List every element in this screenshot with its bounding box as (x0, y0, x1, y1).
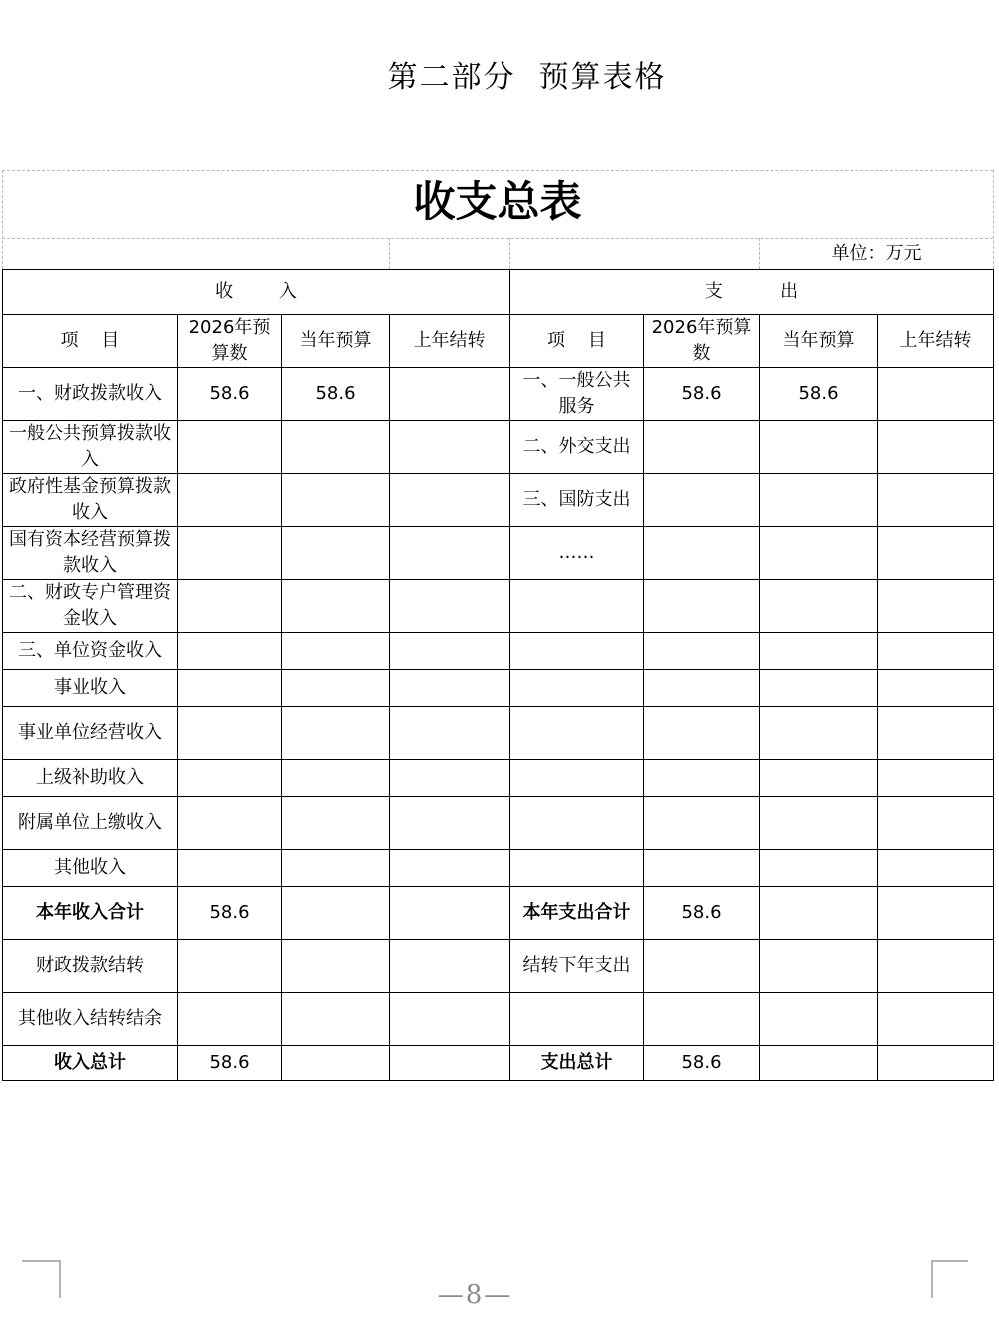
expense-budget-value (644, 474, 760, 527)
income-budget-value (178, 580, 282, 633)
part-title: 第二部分 预算表格 (387, 60, 667, 95)
expense-item: 三、国防支出 (510, 474, 644, 527)
expense-budget-value: 58.6 (644, 368, 760, 421)
income-carryover-header: 上年结转 (390, 315, 510, 368)
table-title: 收支总表 (413, 177, 582, 226)
expense-carryover-value (878, 1046, 994, 1081)
expense-carryover-value (878, 940, 994, 993)
table-row (3, 850, 994, 887)
expense-item (510, 850, 644, 887)
expense-item (510, 993, 644, 1046)
expense-budget-value (644, 707, 760, 760)
expense-carryover-value (878, 993, 994, 1046)
income-budget-value (178, 670, 282, 707)
income-current-value (282, 421, 390, 474)
income-current-value (282, 474, 390, 527)
income-budget-value (178, 993, 282, 1046)
expense-carryover-value (878, 474, 994, 527)
expense-carryover-value (878, 850, 994, 887)
expense-carryover-header: 上年结转 (878, 315, 994, 368)
income-item: 其他收入 (3, 850, 178, 887)
income-budget-value: 58.6 (178, 887, 282, 940)
expense-budget-value (644, 760, 760, 797)
income-current-value: 58.6 (282, 368, 390, 421)
income-item: 国有资本经营预算拨款收入 (3, 527, 178, 580)
unit-row-divider (389, 238, 390, 269)
income-current-value (282, 670, 390, 707)
income-item: 附属单位上缴收入 (3, 797, 178, 850)
expense-item: 一、一般公共服务 (510, 368, 644, 421)
income-current-value (282, 1046, 390, 1081)
expense-item (510, 760, 644, 797)
income-budget-value (178, 850, 282, 887)
expense-current-value (760, 633, 878, 670)
title-frame-middle (2, 238, 993, 239)
unit-row-divider (509, 238, 510, 269)
table-row (3, 474, 994, 527)
expense-current-value (760, 527, 878, 580)
expense-item-header: 项 目 (510, 315, 644, 368)
title-frame-top (2, 170, 993, 171)
expense-budget-value: 58.6 (644, 887, 760, 940)
table-row (3, 760, 994, 797)
expense-current-value (760, 1046, 878, 1081)
income-current-value (282, 993, 390, 1046)
income-item: 财政拨款结转 (3, 940, 178, 993)
expense-item: 二、外交支出 (510, 421, 644, 474)
income-budget-value (178, 633, 282, 670)
expense-section-header: 支 出 (510, 270, 994, 315)
crop-mark-left (22, 1260, 62, 1300)
table-row (3, 368, 994, 421)
income-budget-value (178, 940, 282, 993)
income-current-value (282, 633, 390, 670)
table-row (3, 1046, 994, 1081)
income-current-value (282, 940, 390, 993)
table-row (3, 887, 994, 940)
income-total-item: 本年收入合计 (3, 887, 178, 940)
income-carryover-value (390, 993, 510, 1046)
expense-current-value (760, 760, 878, 797)
income-item-header: 项 目 (3, 315, 178, 368)
expense-current-value: 58.6 (760, 368, 878, 421)
income-item: 事业收入 (3, 670, 178, 707)
expense-item: …… (510, 527, 644, 580)
table-row (3, 707, 994, 760)
income-budget-header: 2026年预算数 (178, 315, 282, 368)
table-row (3, 940, 994, 993)
expense-current-year-header: 当年预算 (760, 315, 878, 368)
income-current-value (282, 887, 390, 940)
expense-budget-value (644, 797, 760, 850)
expense-total-item: 本年支出合计 (510, 887, 644, 940)
income-carryover-value (390, 633, 510, 670)
expense-current-value (760, 993, 878, 1046)
income-current-year-header: 当年预算 (282, 315, 390, 368)
table-row (3, 421, 994, 474)
income-budget-value (178, 421, 282, 474)
expense-item: 结转下年支出 (510, 940, 644, 993)
income-item: 其他收入结转结余 (3, 993, 178, 1046)
income-carryover-value (390, 760, 510, 797)
expense-current-value (760, 707, 878, 760)
expense-budget-value: 58.6 (644, 1046, 760, 1081)
income-budget-value (178, 707, 282, 760)
income-item: 一、财政拨款收入 (3, 368, 178, 421)
income-item: 事业单位经营收入 (3, 707, 178, 760)
expense-carryover-value (878, 797, 994, 850)
expense-budget-value (644, 580, 760, 633)
income-item: 三、单位资金收入 (3, 633, 178, 670)
income-item: 二、财政专户管理资金收入 (3, 580, 178, 633)
income-budget-value (178, 527, 282, 580)
page-number: —8— (437, 1280, 513, 1310)
expense-carryover-value (878, 760, 994, 797)
expense-carryover-value (878, 670, 994, 707)
expense-item (510, 707, 644, 760)
income-carryover-value (390, 527, 510, 580)
income-current-value (282, 707, 390, 760)
income-item: 政府性基金预算拨款收入 (3, 474, 178, 527)
expense-budget-value (644, 421, 760, 474)
expense-item (510, 633, 644, 670)
expense-item (510, 797, 644, 850)
table-row (3, 527, 994, 580)
income-carryover-value (390, 707, 510, 760)
income-carryover-value (390, 797, 510, 850)
income-carryover-value (390, 421, 510, 474)
income-grand-total-item: 收入总计 (3, 1046, 178, 1081)
expense-budget-value (644, 670, 760, 707)
income-current-value (282, 797, 390, 850)
expense-item (510, 580, 644, 633)
income-budget-value: 58.6 (178, 368, 282, 421)
table-row (3, 633, 994, 670)
expense-carryover-value (878, 707, 994, 760)
income-current-value (282, 850, 390, 887)
expense-budget-value (644, 633, 760, 670)
expense-grand-total-item: 支出总计 (510, 1046, 644, 1081)
table-row (3, 580, 994, 633)
expense-budget-value (644, 993, 760, 1046)
expense-item (510, 670, 644, 707)
expense-current-value (760, 421, 878, 474)
table-row (3, 670, 994, 707)
income-budget-value (178, 760, 282, 797)
expense-budget-value (644, 850, 760, 887)
expense-carryover-value (878, 580, 994, 633)
expense-current-value (760, 850, 878, 887)
expense-current-value (760, 580, 878, 633)
expense-budget-value (644, 940, 760, 993)
income-carryover-value (390, 887, 510, 940)
income-carryover-value (390, 580, 510, 633)
income-current-value (282, 580, 390, 633)
income-budget-value (178, 797, 282, 850)
expense-current-value (760, 887, 878, 940)
income-carryover-value (390, 670, 510, 707)
income-carryover-value (390, 474, 510, 527)
expense-current-value (760, 474, 878, 527)
expense-carryover-value (878, 887, 994, 940)
expense-carryover-value (878, 633, 994, 670)
income-carryover-value (390, 940, 510, 993)
budget-summary-table (2, 269, 994, 1081)
income-budget-value: 58.6 (178, 1046, 282, 1081)
expense-carryover-value (878, 421, 994, 474)
income-carryover-value (390, 850, 510, 887)
table-row (3, 797, 994, 850)
crop-mark-right (930, 1260, 970, 1300)
income-section-header: 收 入 (3, 270, 510, 315)
income-item: 一般公共预算拨款收入 (3, 421, 178, 474)
expense-carryover-value (878, 368, 994, 421)
income-current-value (282, 527, 390, 580)
income-item: 上级补助收入 (3, 760, 178, 797)
expense-current-value (760, 797, 878, 850)
income-carryover-value (390, 1046, 510, 1081)
expense-current-value (760, 940, 878, 993)
unit-label: 单位：万元 (831, 243, 922, 264)
title-frame-right (993, 170, 994, 269)
expense-carryover-value (878, 527, 994, 580)
expense-current-value (760, 670, 878, 707)
expense-budget-value (644, 527, 760, 580)
income-carryover-value (390, 368, 510, 421)
expense-budget-header: 2026年预算数 (644, 315, 760, 368)
income-current-value (282, 760, 390, 797)
table-row (3, 993, 994, 1046)
income-budget-value (178, 474, 282, 527)
